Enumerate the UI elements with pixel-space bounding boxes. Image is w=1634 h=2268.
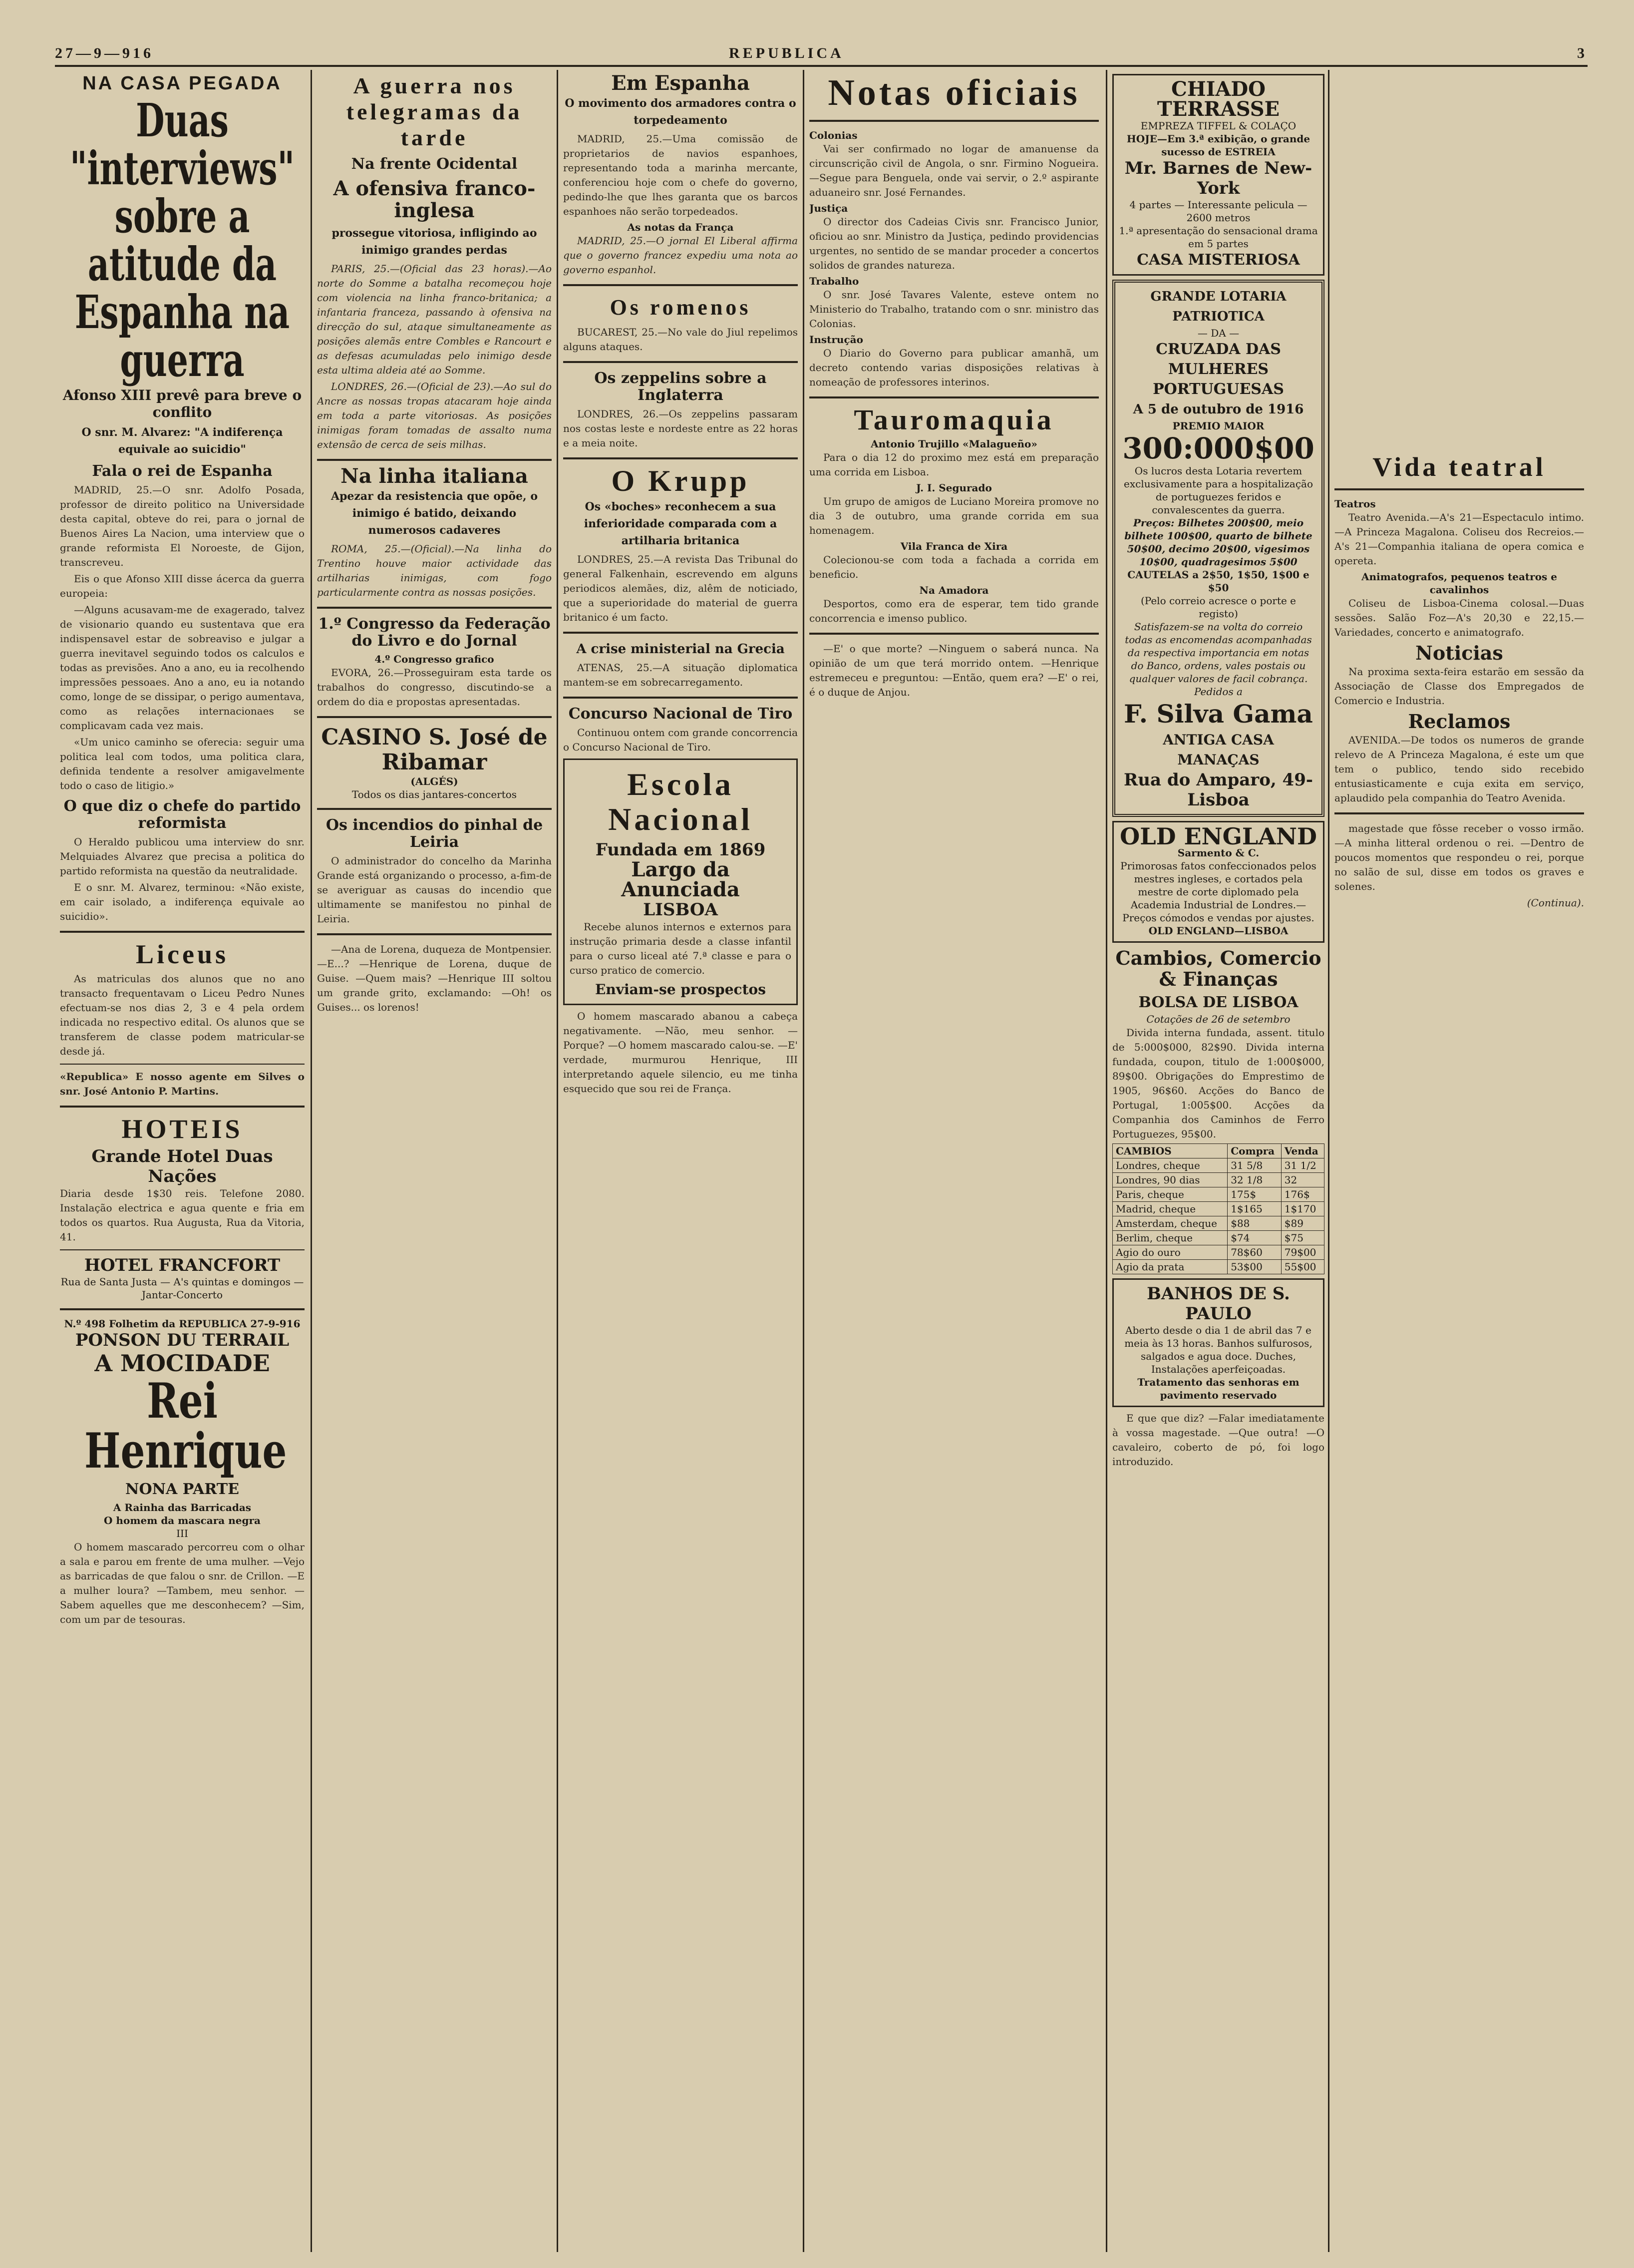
escola-city: LISBOA [643,900,718,920]
instrucao-body [809,346,1099,389]
gama-name: F. Silva Gama [1124,699,1313,729]
krupp-body [563,552,798,625]
escola-foot: Enviam-se prospectos [595,981,766,998]
lottery-ad [1112,280,1324,817]
trabalho-body [809,288,1099,331]
cambios-table [1112,1143,1324,1274]
zeppelins-title: Os zeppelins sobre a Inglaterra [594,370,767,404]
paragraph: E o snr. M. Alvarez, terminou: «Não existe, em cair isolado, a indiferença equivale ao suicidio». [60,881,305,922]
bolsa-date: Cotações de 26 de setembro [1146,1013,1291,1025]
table-cell: Paris, cheque [1113,1187,1228,1202]
congress-title: 1.º Congresso da Federação do Livro e do Jornal [318,615,551,650]
deck-1: Afonso XIII prevê para breve o conflito [62,387,302,420]
chiado-feature: Mr. Barnes de New-York [1124,158,1312,198]
romenos-title: Os romenos [610,295,751,320]
paragraph: MADRID, 25.—O snr. Adolfo Posada, professor de direito politico na Universidade desta capital, obteve do rei, para o jornal de Buenos Aires La Nacion, uma interview que o grande reformista El Noroeste, de Gijon, transcreveu. [60,484,305,568]
table-row [1113,1202,1324,1216]
article-body [60,483,305,793]
hotel-1-name: Grande Hotel Duas Nações [91,1146,273,1186]
oe-foot: OLD ENGLAND—LISBOA [1148,925,1289,937]
paragraph: Vai ser confirmado no logar de amanuense da circunscrição civil de Angola, o snr. Firmino Nogueira. —Segue para Benguela, onde vai servir, o 2.º aspirante aduaneiro snr. José Fernandes. [809,143,1099,198]
oe-name: OLD ENGLAND [1120,823,1317,850]
serial-part-sub: A Rainha das Barricadas [113,1502,252,1513]
teatros-label: Teatros [1334,498,1376,510]
lottery-cautelas: CAUTELAS a 2$50, 1$50, 1$00 e $50 [1127,569,1309,594]
paragraph: Teatro Avenida.—A's 21—Espectaculo intimo.—A Princeza Magalona. Coliseu dos Recreios.—A's 21—Companhia italiana de opera comica e opereta. [1334,511,1584,567]
lottery-title: GRANDE LOTARIA PATRIOTICA [1150,289,1287,324]
animatografos-body [1334,596,1584,640]
table-cell: 32 1/8 [1228,1173,1282,1187]
escola-founded: Fundada em 1869 [595,840,766,860]
tiro-body [563,726,798,755]
serial-text [60,1540,305,1627]
column-6 [1334,70,1584,2252]
animatografos-label: Animatografos, pequenos teatros e cavalinhos [1361,571,1557,596]
issue-date: 27—9—916 [55,45,154,61]
table-cell: 53$00 [1228,1260,1282,1274]
table-cell: 31 5/8 [1228,1158,1282,1173]
serial-title: Rei Henrique [84,1373,287,1479]
vida-teatral-title: Vida teatral [1372,452,1546,482]
cambios-title: Cambios, Comercio & Finanças [1115,947,1321,990]
paragraph: Continuou ontem com grande concorrencia o Concurso Nacional de Tiro. [563,727,798,753]
italy-body [317,542,552,600]
table-cell: $89 [1281,1216,1324,1231]
paragraph: E que que diz? —Falar imediatamente à vossa magestade. —Que outra! —O cavaleiro, coberto de pó, foi logo introduzido. [1112,1412,1324,1468]
lottery-prices: Preços: Bilhetes 200$00, meio bilhete 100$00, quarto de bilhete 50$00, decimo 20$00, vigesimos 10$00, quadragesimos 5$00 [1124,517,1312,568]
republica-agent: «Republica» E nosso agente em Silves o snr. José Antonio P. Martins. [60,1071,305,1097]
bolsa-body [1112,1026,1324,1141]
table-cell: $88 [1228,1216,1282,1231]
front-subtitle: A ofensiva franco-inglesa [333,177,536,222]
grecia-body [563,661,798,690]
table-cell: $75 [1281,1231,1324,1245]
table-header-row [1113,1144,1324,1158]
table-cell: Londres, cheque [1113,1158,1228,1173]
paragraph: MADRID, 25.—O jornal El Liberal affirma que o governo francez expediu uma nota ao governo espanhol. [563,235,798,276]
tiro-title: Concurso Nacional de Tiro [568,705,793,723]
table-cell: Berlim, cheque [1113,1231,1228,1245]
noticias-title: Noticias [1415,642,1503,664]
front-body [317,262,552,452]
paragraph: Desportos, como era de esperar, tem tido grande concorrencia e imenso publico. [809,598,1099,624]
paragraph: PARIS, 25.—(Oficial das 23 horas).—Ao norte do Somme a batalha recomeçou hoje com violencia na linha franco-britanica; a infantaria franceza, passando à ofensiva na direcção do sul, ataque simultaneamente as posições alemãs entre Combles e Rancourt e as defesas acumuladas pelo inimigo desde esta ultima aldeia até ao Somme. [317,263,552,376]
italy-deck: Apezar da resistencia que opõe, o inimigo é batido, deixando numerosos cadaveres [330,490,538,537]
table-row [1113,1216,1324,1231]
newspaper-name: REPUBLICA [729,45,844,61]
war-headline: A guerra nos telegramas da tarde [346,73,523,150]
serial-continued [563,1009,798,1096]
hotel-2-name: HOTEL FRANCFORT [84,1255,281,1275]
paragraph: As matriculas dos alunos que no ano transacto frequentavam o Liceu Pedro Nunes efectuam-se nos dias 2, 3 e 4 pela ordem indicada no respectivo edital. Os alunos que se transferem de classe podem matricular-se desde já. [60,973,305,1057]
masthead [55,45,1588,67]
paragraph: LONDRES, 25.—A revista Das Tribunal do general Falkenhain, escrevendo em alguns periodicos alemães, diz, alêm de noticiado, que a superioridade do material de guerra britanico é um facto. [563,553,798,623]
lottery-reserve: (Pelo correio acresce o porte e registo) [1140,595,1297,620]
table-cell: 79$00 [1281,1245,1324,1260]
vila-body [809,553,1099,582]
table-header: Venda [1281,1144,1324,1158]
column-3 [563,70,798,2252]
chiado-today: HOJE—Em 3.ª exibição, o grande sucesso de ESTREIA [1126,133,1310,158]
noticias-body [1334,665,1584,708]
paragraph: O homem mascarado abanou a cabeça negativamente. —Não, meu senhor. —Porque? —O homem mascarado calou-se. —E' verdade, murmurou Henrique, III interpretando aquele silencio, eu me tinha esquecido que sou rei de França. [563,1010,798,1095]
banhos-title: BANHOS DE S. PAULO [1147,1284,1290,1324]
table-header: Compra [1228,1144,1282,1158]
table-row [1113,1187,1324,1202]
congress-subtitle: 4.º Congresso grafico [374,653,494,665]
paragraph: Coliseu de Lisboa-Cinema colosal.—Duas sessões. Salão Foz—A's 20,30 e 22,15.—Variedades, concerto e animatografo. [1334,597,1584,638]
casino-text: Todos os dias jantares-concertos [351,788,517,800]
front-deck: prossegue vitoriosa, infligindo ao inimigo grandes perdas [331,227,537,257]
justica-label: Justiça [809,202,848,214]
fire-title: Os incendios do pinhal de Leiria [326,816,543,851]
paragraph: MADRID, 25.—Uma comissão de proprietarios de navios espanhoes, representando toda a marinha mercante, conferenciou hoje com o chefe do governo, pedindo-lhe que lhes garanta que os barcos espanhoes não serão torpedeados. [563,133,798,217]
bolsa-title: BOLSA DE LISBOA [1138,994,1299,1011]
column-5 [1112,70,1324,2252]
table-cell: 176$ [1281,1187,1324,1202]
column-4 [809,70,1099,2252]
paragraph: Divida interna fundada, assent. titulo de 5:000$000, 82$90. Divida interna fundada, coupon, titulo de 1:000$000, 89$00. Obrigações do Emprestimo de 1905, 96$60. Acções do Banco de Portugal, 1:005$00. Acções da Companhia dos Caminhos de Ferro Portuguezes, 95$00. [1112,1027,1324,1140]
casino-subtitle: (ALGÉS) [410,775,458,787]
table-cell: Londres, 90 dias [1113,1173,1228,1187]
table-cell: Agio do ouro [1113,1245,1228,1260]
espanha-body [563,132,798,219]
paragraph: —Ana de Lorena, duqueza de Montpensier. —E...? —Henrique de Lorena, duque de Guise. —Quem mais? —Henrique III soltou um grande grito, exclamando: —Oh! os Guises... os lorenos! [317,943,552,1013]
serial-continued [1334,821,1584,894]
lottery-cause: CRUZADA DAS MULHERES PORTUGUESAS [1153,341,1284,398]
table-row [1113,1173,1324,1187]
espanha-deck: O movimento dos armadores contra o torpedeamento [565,97,796,127]
table-cell: 32 [1281,1173,1324,1187]
grecia-title: A crise ministerial na Grecia [576,642,785,657]
table-header: CAMBIOS [1113,1144,1228,1158]
tauro-subtitle: Antonio Trujillo «Malagueño» [871,438,1037,450]
paragraph: Recebe alunos internos e externos para instrução primaria desde a classe infantil para o curso liceal até 7.ª classe e para o curso pratico de comercio. [570,921,791,976]
gama-house: ANTIGA CASA MANAÇAS [1163,732,1274,768]
serial-chapter-num: III [176,1527,188,1539]
liceus-text [60,972,305,1059]
serial-part: NONA PARTE [125,1481,239,1498]
paragraph: O Diario do Governo para publicar amanhã, um decreto contendo varias disposições relativas à nomeação de professores interinos. [809,347,1099,388]
table-cell: 55$00 [1281,1260,1324,1274]
table-cell: 1$170 [1281,1202,1324,1216]
colonias-label: Colonias [809,129,858,141]
table-cell: 1$165 [1228,1202,1282,1216]
trabalho-label: Trabalho [809,275,859,287]
oe-owner: Sarmento & C. [1177,847,1260,859]
chiado-ad [1112,74,1324,276]
paragraph: LONDRES, 26.—(Oficial de 23).—Ao sul do Ancre as nossas tropas atacaram hoje ainda em toda a parte vitoriosas. As posições inimigas foram tomadas de assalto numa extensão de cerca de seis milhas. [317,380,552,450]
gama-address: Rua do Amparo, 49-Lisboa [1124,770,1313,810]
tauro-title: Tauromaquia [854,403,1054,436]
zeppelins-body [563,407,798,450]
column-1 [60,70,305,2252]
paragraph: O Heraldo publicou uma interview do snr. Melquiades Alvarez que precisa a politica do partido reformista na questão da neutralidade. [60,836,305,877]
paragraph: Na proxima sexta-feira estarão em sessão da Associação de Classe dos Empregados de Comercio e Industria. [1334,666,1584,707]
old-england-ad [1112,821,1324,943]
espanha-title: Em Espanha [611,71,750,95]
lottery-prize-label: PREMIO MAIOR [1172,420,1265,432]
escola-ad [563,758,798,1005]
liceus-title: Liceus [135,939,229,969]
table-cell: 31 1/2 [1281,1158,1324,1173]
paragraph: O snr. José Tavares Valente, esteve ontem no Ministerio do Trabalho, tratando com o snr. ministro das Colonias. [809,289,1099,330]
paragraph: ROMA, 25.—(Oficial).—Na linha do Trentino houve maior actividade das artilharias inimigas, com fogo particularmente contra as nossas posições. [317,543,552,598]
escola-title: Escola Nacional [608,766,753,837]
subhead-reformist: O que diz o chefe do partido reformista [63,797,301,832]
paragraph: EVORA, 26.—Prosseguiram esta tarde os trabalhos do congresso, discutindo-se a ordem do dia e propostas apresentadas. [317,667,552,708]
continua-label: (Continua). [1527,897,1584,909]
serial-chapter: O homem da mascara negra [104,1514,261,1526]
paragraph: —Alguns acusavam-me de exagerado, talvez de visionario quando eu sustentava que era indispensavel estar de sobreaviso e julgar a guerra inevitavel seguindo todos os calculos e todas as previsões. Ano a ano, eu ia recolhendo impressões pessoaes. Ano a ano, eu ia notando como, longe de se dissipar, o perigo aumentava, como as relações internacionaes se complicavam cada vez mais. [60,604,305,732]
reclamos-title: Reclamos [1408,710,1511,733]
serial-continued [1112,1411,1324,1469]
segurado-body [809,494,1099,538]
paragraph: ATENAS, 25.—A situação diplomatica mantem-se em sobrecarregamento. [563,662,798,688]
serial-author: PONSON DU TERRAIL [75,1330,290,1350]
serial-continued [317,942,552,1015]
chiado-title: CHIADO TERRASSE [1157,77,1280,121]
lottery-prize: 300:000$00 [1122,431,1314,465]
franca-label: As notas da França [627,221,734,233]
colonias-body [809,142,1099,200]
banhos-text: Aberto desde o dia 1 de abril das 7 e meia às 13 horas. Banhos sulfurosos, salgados e agua doce. Duches, Instalações aperfeiçoadas. [1124,1324,1312,1375]
paragraph: «Um unico caminho se oferecia: seguir uma politica leal com todos, uma politica clara, definida tendente a resolver amigavelmente todo o caso de litigio.» [60,736,305,791]
paragraph: AVENIDA.—De todos os numeros de grande relevo de A Princeza Magalona, é este um que tem o publico, tendo sido recebido entusiasticamente e cuja exita em serviço, aplaudido pela companhia do Teatro Avenida. [1334,734,1584,804]
paragraph: O homem mascarado percorreu com o olhar a sala e parou em frente de uma mulher. —Vejo as barricadas de que falou o snr. de Crillon. —E a mulher loura? —Tambem, meu senhor. —Sabem aquelles que me desconhecem? —Sim, com um par de tesouras. [60,1541,305,1625]
kicker: NA CASA PEGADA [82,73,282,94]
deck-2: O snr. M. Alvarez: "A indiferença equivale ao suicidio" [81,426,283,456]
folhetim-label: N.º 498 Folhetim da REPUBLICA 27-9-916 [64,1318,301,1330]
chiado-company: EMPREZA TIFFEL & COLAÇO [1140,120,1297,132]
paragraph: —E' o que morte? —Ninguem o saberá nunca. Na opinião de um que terá morrido ontem. —Henrique estremeceu e preguntou: —Então, quem era? —E' o rei, é o duque de Anjou. [809,643,1099,698]
tauro-body [809,450,1099,479]
table-cell: Madrid, cheque [1113,1202,1228,1216]
notas-title: Notas oficiais [828,72,1080,113]
lottery-note: Satisfazem-se na volta do correio todas as encomendas acompanhadas da respectiva importancia em notas do Banco, ordens, vales postais ou qualquer valores de facil cobrança. Pedidos a [1125,621,1312,698]
paragraph: Colecionou-se com toda a fachada a corrida em beneficio. [809,554,1099,580]
reclamos-body [1334,733,1584,805]
paragraph: BUCAREST, 25.—No vale do Jiul repelimos alguns ataques. [563,326,798,353]
table-row [1113,1231,1324,1245]
paragraph: LONDRES, 26.—Os zeppelins passaram nos costas leste e nordeste entre as 22 horas e a meia noite. [563,408,798,449]
oe-text: Primorosas fatos confeccionados pelos mestres ingleses, e cortados pela mestre de corte diplomado pela Academia Industrial de Londres.—Preços cómodos e vendas por ajustes. [1120,860,1316,924]
table-row [1113,1245,1324,1260]
chiado-drama: CASA MISTERIOSA [1137,251,1300,269]
segurado-label: J. I. Segurado [916,482,992,494]
page-number: 3 [1577,45,1588,61]
hoteis-title: HOTEIS [121,1114,243,1144]
article-body-2 [60,835,305,924]
banhos-foot: Tratamento das senhoras em pavimento reservado [1137,1376,1300,1401]
serial-continued [809,642,1099,700]
table-row [1113,1260,1324,1274]
lottery-da: — DA — [1197,327,1240,339]
italy-title: Na linha italiana [340,464,528,488]
chiado-pre: 1.ª apresentação do sensacional drama em 5 partes [1119,225,1318,250]
fire-body [317,854,552,926]
amadora-label: Na Amadora [919,584,989,596]
justica-body [809,215,1099,273]
escola-place: Largo da Anunciada [621,858,740,901]
krupp-deck: Os «boches» reconhecem a sua inferioridade comparada com a artilharia britanica [584,500,777,547]
table-cell: 78$60 [1228,1245,1282,1260]
paragraph: Um grupo de amigos de Luciano Moreira promove no dia 3 de outubro, uma grande corrida em sua homenagem. [809,495,1099,536]
amadora-body [809,597,1099,626]
serial-pre-title: A MOCIDADE [94,1350,270,1377]
table-cell: Amsterdam, cheque [1113,1216,1228,1231]
front-title: Na frente Ocidental [351,155,518,173]
lottery-date: A 5 de outubro de 1916 [1133,402,1304,417]
table-cell: 175$ [1228,1187,1282,1202]
congress-body [317,666,552,709]
banhos-ad [1112,1278,1324,1407]
paragraph: O administrador do concelho da Marinha Grande está organizando o processo, a-fim-de se averiguar as causas do incendio que ultimamente se manifestou no pinhal de Leiria. [317,855,552,925]
lottery-desc: Os lucros desta Lotaria revertem exclusivamente para a hospitalização de portuguezes feridos e convalescentes da guerra. [1123,465,1313,516]
main-headline: Duas "interviews" sobre a atitude da Espanha na guerra [69,93,295,387]
romenos-body [563,325,798,354]
table-row [1113,1158,1324,1173]
table-cell: Agio da prata [1113,1260,1228,1274]
paragraph: magestade que fôsse receber o vosso irmão. —A minha litteral ordenou o rei. —Dentro de poucos momentos que respondeu o rei, porque no salão de sul, disse em todos os graves e solenes. [1334,822,1584,892]
hotel-2-text: Rua de Santa Justa — A's quintas e domingos — Jantar-Concerto [60,1276,304,1301]
escola-text [570,920,791,978]
krupp-title: O Krupp [611,464,750,497]
paragraph: Eis o que Afonso XIII disse ácerca da guerra europeia: [60,573,305,599]
teatros-body [1334,510,1584,568]
vila-label: Vila Franca de Xira [900,540,1008,552]
paragraph: O director dos Cadeias Civis snr. Francisco Junior, oficiou ao snr. Ministro da Justiça, pedindo providencias urgentes, no sentido de se mandar proceder a concertos solidos de grandes natureza. [809,216,1099,271]
instrucao-label: Instrução [809,334,863,346]
franca-body [563,234,798,277]
column-2 [317,70,552,2252]
hotel-1-text: Diaria desde 1$30 reis. Telefone 2080. Instalação electrica e agua quente e fria em todos os quartos. Rua Augusta, Rua da Vitoria, 41. [60,1187,305,1243]
table-cell: $74 [1228,1231,1282,1245]
chiado-note: 4 partes — Interessante pelicula — 2600 metros [1129,199,1307,224]
paragraph: Para o dia 12 do proximo mez está em preparação uma corrida em Lisboa. [809,451,1099,478]
casino-title: CASINO S. José de Ribamar [321,725,548,775]
subhead-king: Fala o rei de Espanha [92,462,273,480]
